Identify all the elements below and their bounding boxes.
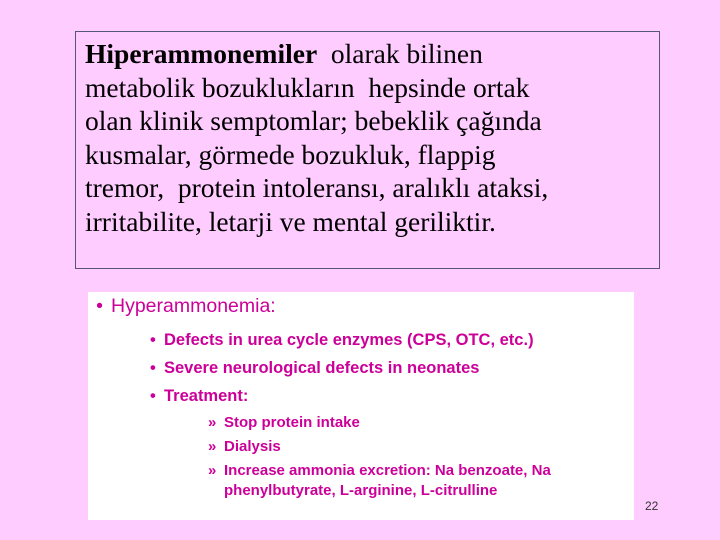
treatment-bullet: » (208, 414, 217, 431)
text-line-3: olan klinik semptomlar; bebeklik çağında (85, 105, 542, 137)
sub-bullet: • (150, 331, 156, 349)
text-line-2: metabolik bozuklukların hepsinde ortak (85, 71, 530, 103)
subitem-neurological (150, 359, 479, 378)
subitem-text: Treatment: (164, 387, 249, 405)
treatment-text: Dialysis (224, 438, 281, 455)
hyperammonemia-image-panel (88, 292, 634, 520)
definition-text-box (75, 31, 660, 269)
subitem-text: Severe neurological defects in neonates (164, 359, 480, 377)
treatment-text: Increase ammonia excretion: Na benzoate, Na (224, 462, 551, 479)
text-line-1 (85, 37, 651, 71)
text-line-4: kusmalar, görmede bozukluk, flappig (85, 138, 496, 170)
treatment-ammonia-excretion (208, 461, 551, 501)
treatment-bullet: » (208, 438, 217, 455)
treatment-dialysis (208, 437, 281, 457)
panel-heading (88, 295, 276, 318)
text-line-5: tremor, protein intoleransı, aralıklı ataksi, (85, 172, 549, 204)
heading-bullet: • (96, 295, 103, 317)
treatment-bullet: » (208, 462, 217, 479)
treatment-text: Stop protein intake (224, 414, 360, 431)
subitem-urea-cycle (150, 331, 534, 350)
treatment-continuation: phenylbutyrate, L-arginine, L-citrulline (224, 482, 498, 499)
heading-text: Hyperammonemia: (111, 295, 276, 317)
page-number: 22 (645, 499, 659, 513)
treatment-stop-protein (208, 413, 360, 433)
subitem-treatment (150, 387, 248, 406)
sub-bullet: • (150, 359, 156, 377)
line1-rest: olarak bilinen (317, 38, 483, 69)
text-line-6: irritabilite, letarji ve mental geriliktir. (85, 205, 496, 237)
sub-bullet: • (150, 387, 156, 405)
subitem-text: Defects in urea cycle enzymes (CPS, OTC, etc.) (164, 331, 534, 349)
bold-term: Hiperammonemiler (85, 38, 318, 69)
